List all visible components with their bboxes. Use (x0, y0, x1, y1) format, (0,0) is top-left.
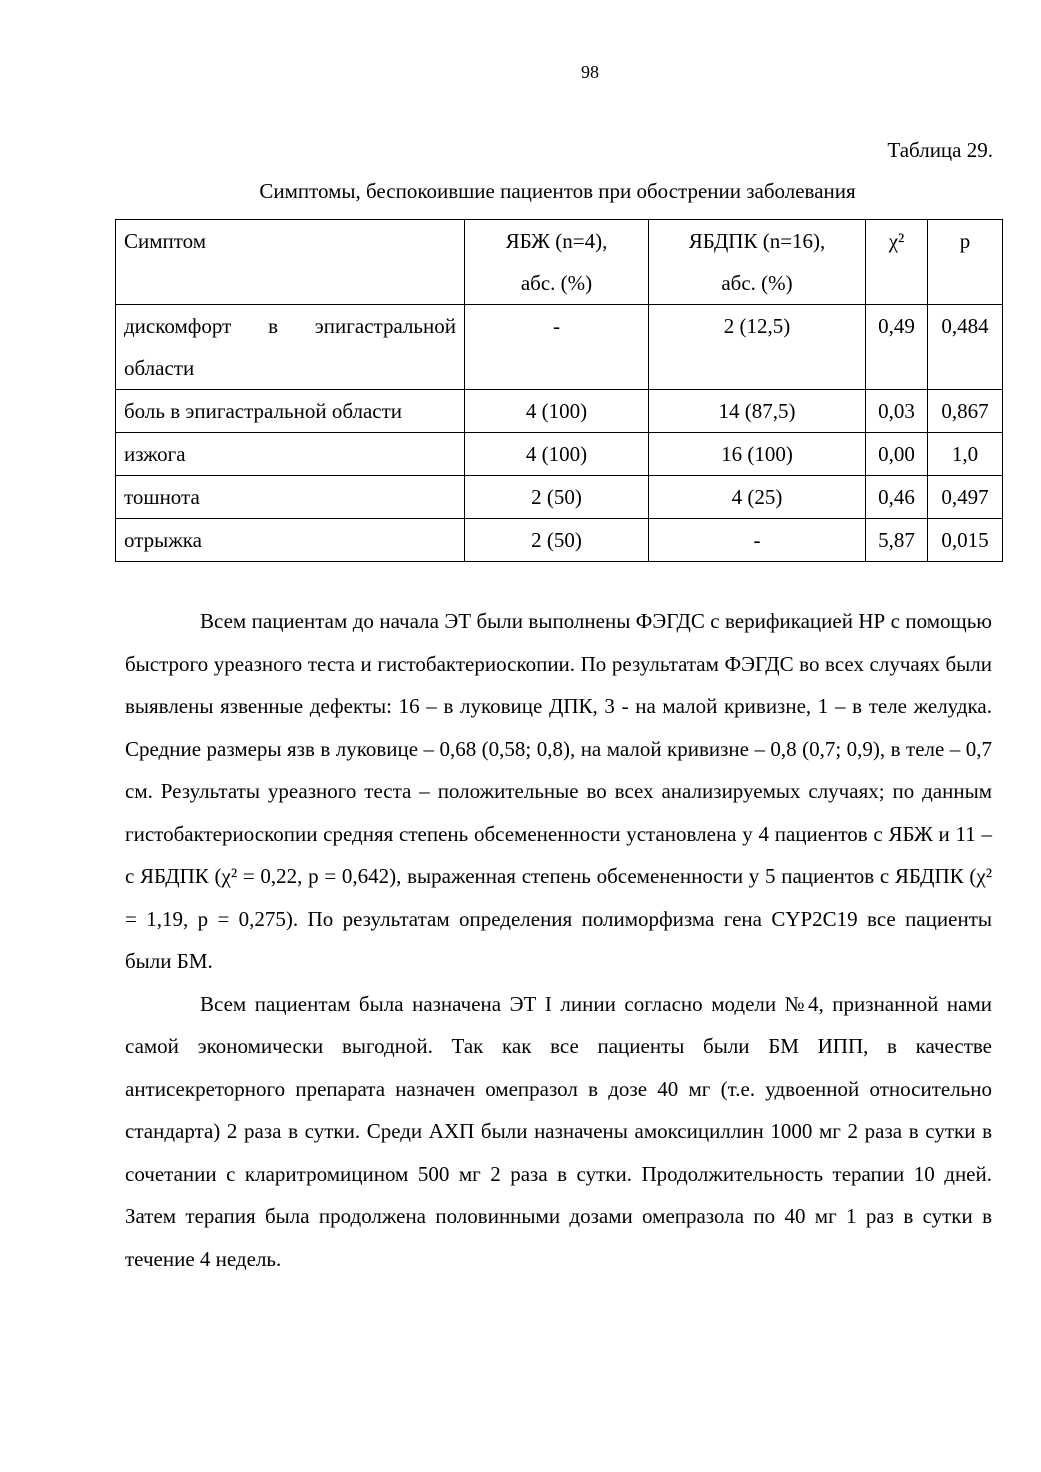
cell-chi2: 0,49 (866, 305, 928, 390)
cell-ybdpk: 14 (87,5) (649, 390, 866, 433)
header-symptom-label: Симптом (124, 229, 207, 253)
cell-symptom: боль в эпигастральной области (116, 390, 465, 433)
header-ybdpk-line2: абс. (%) (721, 271, 793, 295)
cell-chi2: 0,03 (866, 390, 928, 433)
cell-ybdpk: 4 (25) (649, 476, 866, 519)
cell-symptom: дискомфорт в эпигастральной области (116, 305, 465, 390)
table-header-row (116, 220, 1003, 305)
cell-p: 0,867 (928, 390, 1003, 433)
cell-p: 0,484 (928, 305, 1003, 390)
cell-ybdpk: - (649, 519, 866, 562)
cell-ybdpk: 16 (100) (649, 433, 866, 476)
cell-ybzh: 4 (100) (465, 390, 649, 433)
table-row (116, 519, 1003, 562)
cell-ybzh: - (465, 305, 649, 390)
body-text (125, 600, 992, 1280)
table-caption: Симптомы, беспокоившие пациентов при обострении заболевания (259, 179, 856, 203)
cell-symptom: отрыжка (116, 519, 465, 562)
paragraph: Всем пациентам до начала ЭТ были выполнены ФЭГДС с верификацией НР с помощью быстрого уреазного теста и гистобактериоскопии. По результатам ФЭГДС во всех случаях были выявлены язвенные дефекты: 16 – в луковице ДПК, 3 - на малой кривизне, 1 – в теле желудка. Средние размеры язв в луковице – 0,68 (0,58; 0,8), на малой кривизне – 0,8 (0,7; 0,9), в теле – 0,7 см. Результаты уреазного теста – положительные во всех анализируемых случаях; по данным гистобактериоскопии средняя степень обсемененности установлена у 4 пациентов с ЯБЖ и 11 – с ЯБДПК (χ² = 0,22, р = 0,642), выраженная степень обсемененности у 5 пациентов с ЯБДПК (χ² = 1,19, р = 0,275). По результатам определения полиморфизма гена CYP2C19 все пациенты были БМ. (125, 609, 992, 973)
page-number: 98 (581, 62, 599, 82)
header-ybzh-line2: абс. (%) (520, 271, 593, 295)
symptoms-table (115, 219, 1003, 562)
cell-ybzh: 2 (50) (465, 476, 649, 519)
header-ybzh (465, 220, 649, 305)
cell-p: 0,497 (928, 476, 1003, 519)
table-row (116, 476, 1003, 519)
header-chi2-label: χ² (888, 229, 905, 253)
table-label: Таблица 29. (887, 138, 993, 162)
table-row (116, 305, 1003, 390)
cell-chi2: 0,00 (866, 433, 928, 476)
table-row (116, 433, 1003, 476)
header-ybdpk-line1: ЯБДПК (n=16), (688, 229, 826, 253)
cell-symptom: изжога (116, 433, 465, 476)
cell-ybzh: 2 (50) (465, 519, 649, 562)
paragraph: Всем пациентам была назначена ЭТ I линии согласно модели №4, признанной нами самой экономически выгодной. Так как все пациенты были БМ ИПП, в качестве антисекреторного препарата назначен омепразол в дозе 40 мг (т.е. удвоенной относительно стандарта) 2 раза в сутки. Среди АХП были назначены амоксициллин 1000 мг 2 раза в сутки в сочетании с кларитромицином 500 мг 2 раза в сутки. Продолжительность терапии 10 дней. Затем терапия была продолжена половинными дозами омепразола по 40 мг 1 раз в сутки в течение 4 недель. (125, 991, 992, 1271)
cell-chi2: 0,46 (866, 476, 928, 519)
header-ybzh-line1: ЯБЖ (n=4), (505, 229, 608, 253)
cell-chi2: 5,87 (866, 519, 928, 562)
cell-ybzh: 4 (100) (465, 433, 649, 476)
cell-symptom: тошнота (116, 476, 465, 519)
header-p (928, 220, 1003, 305)
header-chi2 (866, 220, 928, 305)
header-symptom (116, 220, 465, 305)
header-ybdpk (649, 220, 866, 305)
table-row (116, 390, 1003, 433)
cell-ybdpk: 2 (12,5) (649, 305, 866, 390)
cell-p-significant: 0,015 (928, 519, 1003, 562)
cell-p: 1,0 (928, 433, 1003, 476)
header-p-label: p (959, 229, 971, 253)
